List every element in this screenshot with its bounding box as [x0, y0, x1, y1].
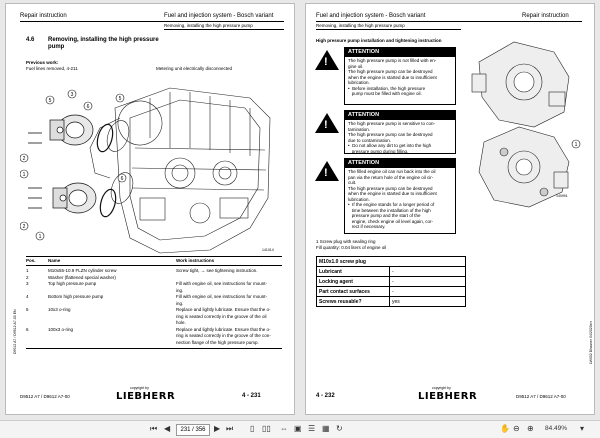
sub-heading: High pressure pump installation and tightening instruction: [316, 38, 442, 43]
table-cell-pos: 2: [26, 274, 29, 280]
attention-text: The filled engine oil can run back into the oil: [348, 169, 436, 174]
svg-text:1: 1: [574, 142, 578, 148]
svg-text:6: 6: [120, 176, 124, 182]
svg-text:1: 1: [22, 172, 26, 178]
table-cell-name: Washer (flattened special washer): [48, 274, 116, 280]
previous-work-label: Previous work:: [26, 60, 59, 65]
figure-label: 141014: [262, 248, 274, 252]
spec-key: Screws reusable?: [317, 297, 390, 307]
table-cell-instr: ring is seated correctly in the groove of the oil: [176, 313, 267, 319]
table-cell-instr: ring is seated correctly in the groove of the con-: [176, 333, 271, 338]
table-cell-name: M10x55-10.9 FLZN cylinder screw: [48, 268, 117, 273]
spec-title: M10x1.0 screw plug: [317, 257, 466, 267]
spec-value: -: [390, 267, 466, 277]
spec-value: -: [390, 287, 466, 297]
table-cell-name: 10x3 o-ring: [48, 307, 71, 312]
attention-text: The high pressure pump is sensitive to con-: [348, 121, 436, 126]
attention-text: pump must be filled with engine oil.: [348, 91, 422, 96]
attention-text: when the engine is started due to insufficient: [348, 74, 437, 80]
attention-text: pan via the return hole of the engine oil cir-: [348, 174, 434, 180]
header-right: Repair instruction: [522, 13, 569, 19]
page-number: 4 - 232: [316, 393, 335, 399]
table-rule: [26, 348, 282, 349]
attention-text: cuit.: [348, 180, 357, 185]
fill-quantity: Fill quantity: 0.04 liters of engine oil: [316, 245, 387, 250]
svg-text:1: 1: [38, 234, 42, 240]
previous-work-item: Fuel lines removed, 4-211: [26, 66, 78, 71]
side-label: LW002 Dhauser 04/2020en: [589, 321, 593, 364]
header-rule: [20, 21, 284, 22]
warning-icon: [315, 50, 339, 70]
attention-text: • Before installation, the high pressure: [348, 85, 426, 91]
liebherr-logo: LIEBHERR: [116, 391, 176, 402]
attention-text: • Do not allow any dirt to get into the high: [348, 143, 432, 148]
copyright-label: copyright by: [432, 386, 451, 390]
zoom-out-icon[interactable]: ⊖: [513, 424, 520, 433]
svg-text:2: 2: [22, 224, 26, 230]
col-header-instructions: Work instructions: [176, 258, 215, 263]
figure-label: 140991: [556, 194, 568, 198]
header-subtitle: Removing, installing the high pressure pump: [164, 23, 253, 28]
section-title-2: pump: [48, 44, 65, 50]
attention-text: engine, check engine oil level again, cor-: [348, 218, 434, 224]
spec-value: yes: [390, 297, 466, 307]
warning-icon: [315, 161, 339, 181]
table-cell-name: Top high pressure pump: [48, 281, 97, 286]
svg-text:5: 5: [118, 96, 122, 102]
previous-page-icon[interactable]: ◀: [164, 424, 171, 433]
table-cell-instr: Fill with engine oil, see instructions for mount-: [176, 294, 268, 299]
table-cell-pos: 3: [26, 281, 29, 286]
attention-box: [344, 47, 456, 105]
continuous-icon[interactable]: ☰: [308, 424, 316, 433]
screw-plug-legend: 1 Screw plug with sealing ring: [316, 239, 376, 244]
svg-text:5: 5: [48, 98, 52, 104]
chevron-down-icon[interactable]: ▾: [580, 424, 585, 433]
svg-text:3: 3: [70, 92, 74, 98]
grid-view-icon[interactable]: ▦: [322, 424, 330, 433]
col-header-name: Name: [48, 258, 61, 263]
attention-text: rect if necessary.: [348, 224, 386, 229]
table-cell-instr: ing.: [176, 287, 184, 293]
table-cell-pos: 4: [26, 294, 29, 299]
table-cell-pos: 1: [26, 268, 29, 273]
spec-table: [316, 256, 466, 307]
table-cell-pos: 6: [26, 326, 29, 332]
pump-illustration: [464, 32, 584, 212]
attention-box: [344, 158, 456, 234]
table-cell-pos: 5: [26, 307, 29, 312]
attention-label: ATTENTION: [345, 111, 455, 120]
hand-tool-icon[interactable]: ✋: [500, 424, 510, 433]
attention-text: The high pressure pump can be destroyed: [348, 185, 433, 191]
next-page-icon[interactable]: ▶: [214, 424, 221, 433]
single-page-icon[interactable]: ▯: [250, 424, 255, 433]
section-number: 4.6: [26, 37, 35, 43]
attention-text: gine oil.: [348, 63, 364, 69]
last-page-icon[interactable]: ⏭: [226, 424, 234, 433]
spec-key: Locking agent: [317, 277, 390, 287]
page-number-input[interactable]: 231 / 356: [176, 424, 210, 436]
attention-text: • If the engine stands for a longer period of: [348, 202, 435, 207]
table-cell-instr: Replace and lightly lubricate. Ensure that the o-: [176, 307, 271, 312]
attention-text: when the engine is started due to insufficient: [348, 191, 437, 196]
attention-text: lubrication.: [348, 80, 370, 85]
attention-text: The high pressure pump can be destroyed: [348, 132, 433, 137]
spec-key: Lubricant: [317, 267, 390, 277]
header-title: Fuel and injection system - Bosch variant: [164, 13, 274, 19]
table-rule: [26, 256, 282, 257]
table-rule: [26, 265, 282, 266]
table-cell-name: 100x3 o-ring: [48, 326, 74, 332]
page-number: 4 - 231: [242, 393, 261, 399]
attention-box: [344, 110, 456, 154]
header-rule-2: [164, 29, 284, 30]
table-cell-name: Bottom high pressure pump: [48, 294, 104, 299]
viewer-toolbar: [0, 420, 600, 438]
header-rule: [316, 21, 582, 22]
attention-label: ATTENTION: [345, 159, 455, 168]
header-rule-2: [316, 29, 461, 30]
attention-text: time between the installation of the high: [348, 207, 431, 213]
spec-key: Part contact surfaces: [317, 287, 390, 297]
fit-width-icon[interactable]: ⇔: [280, 424, 288, 433]
attention-text: lubrication.: [348, 196, 370, 202]
footer-model: D9512 A7 / D9612 A7-00: [20, 394, 70, 399]
attention-text: pressure pump during filling.: [348, 148, 409, 154]
svg-text:2: 2: [22, 156, 26, 162]
header-left: Repair instruction: [20, 13, 67, 19]
zoom-level[interactable]: 84.49%: [545, 425, 568, 432]
section-title: Removing, installing the high pressure: [48, 37, 159, 43]
warning-icon: [315, 113, 339, 133]
header-subtitle: Removing, installing the high pressure pump: [316, 23, 405, 28]
table-cell-instr: Fill with engine oil, see instructions for mount-: [176, 281, 268, 286]
svg-text:6: 6: [86, 104, 90, 110]
table-cell-instr: ing.: [176, 300, 184, 306]
engine-exploded-illustration: [20, 78, 280, 258]
table-cell-instr: hole.: [176, 320, 186, 325]
attention-text: tamination.: [348, 126, 371, 132]
table-cell-instr: Screw tight, → see tightening instruction.: [176, 268, 258, 273]
attention-text: The high pressure pump is not filled with en-: [348, 58, 437, 63]
two-page-icon[interactable]: ▯▯: [262, 424, 271, 433]
header-title: Fuel and injection system - Bosch variant: [316, 13, 426, 19]
fit-page-icon[interactable]: ▣: [294, 424, 302, 433]
copyright-label: copyright by: [130, 386, 149, 390]
footer-model: D9512 A7 / D9612 A7-00: [516, 394, 566, 399]
left-page: [5, 3, 295, 415]
side-label: D9512 A7 / D9612 A7-00 EN: [13, 309, 17, 354]
table-cell-instr: nection flange of the high pressure pump.: [176, 339, 259, 345]
previous-work-item: Metering unit electrically disconnected: [156, 66, 233, 71]
right-page: [305, 3, 595, 415]
liebherr-logo: LIEBHERR: [418, 391, 478, 402]
attention-text: due to contamination.: [348, 137, 392, 143]
attention-text: The high pressure pump can be destroyed: [348, 69, 433, 74]
spec-value: -: [390, 277, 466, 287]
table-cell-instr: Replace and lightly lubricate. Ensure that the o-: [176, 326, 271, 332]
col-header-pos: Pos.: [26, 258, 36, 263]
rotate-icon[interactable]: ↻: [336, 424, 343, 433]
attention-label: ATTENTION: [345, 48, 455, 57]
first-page-icon[interactable]: ⏮: [150, 424, 158, 433]
attention-text: pressure pump and the start of the: [348, 213, 421, 218]
zoom-in-icon[interactable]: ⊕: [527, 424, 534, 433]
